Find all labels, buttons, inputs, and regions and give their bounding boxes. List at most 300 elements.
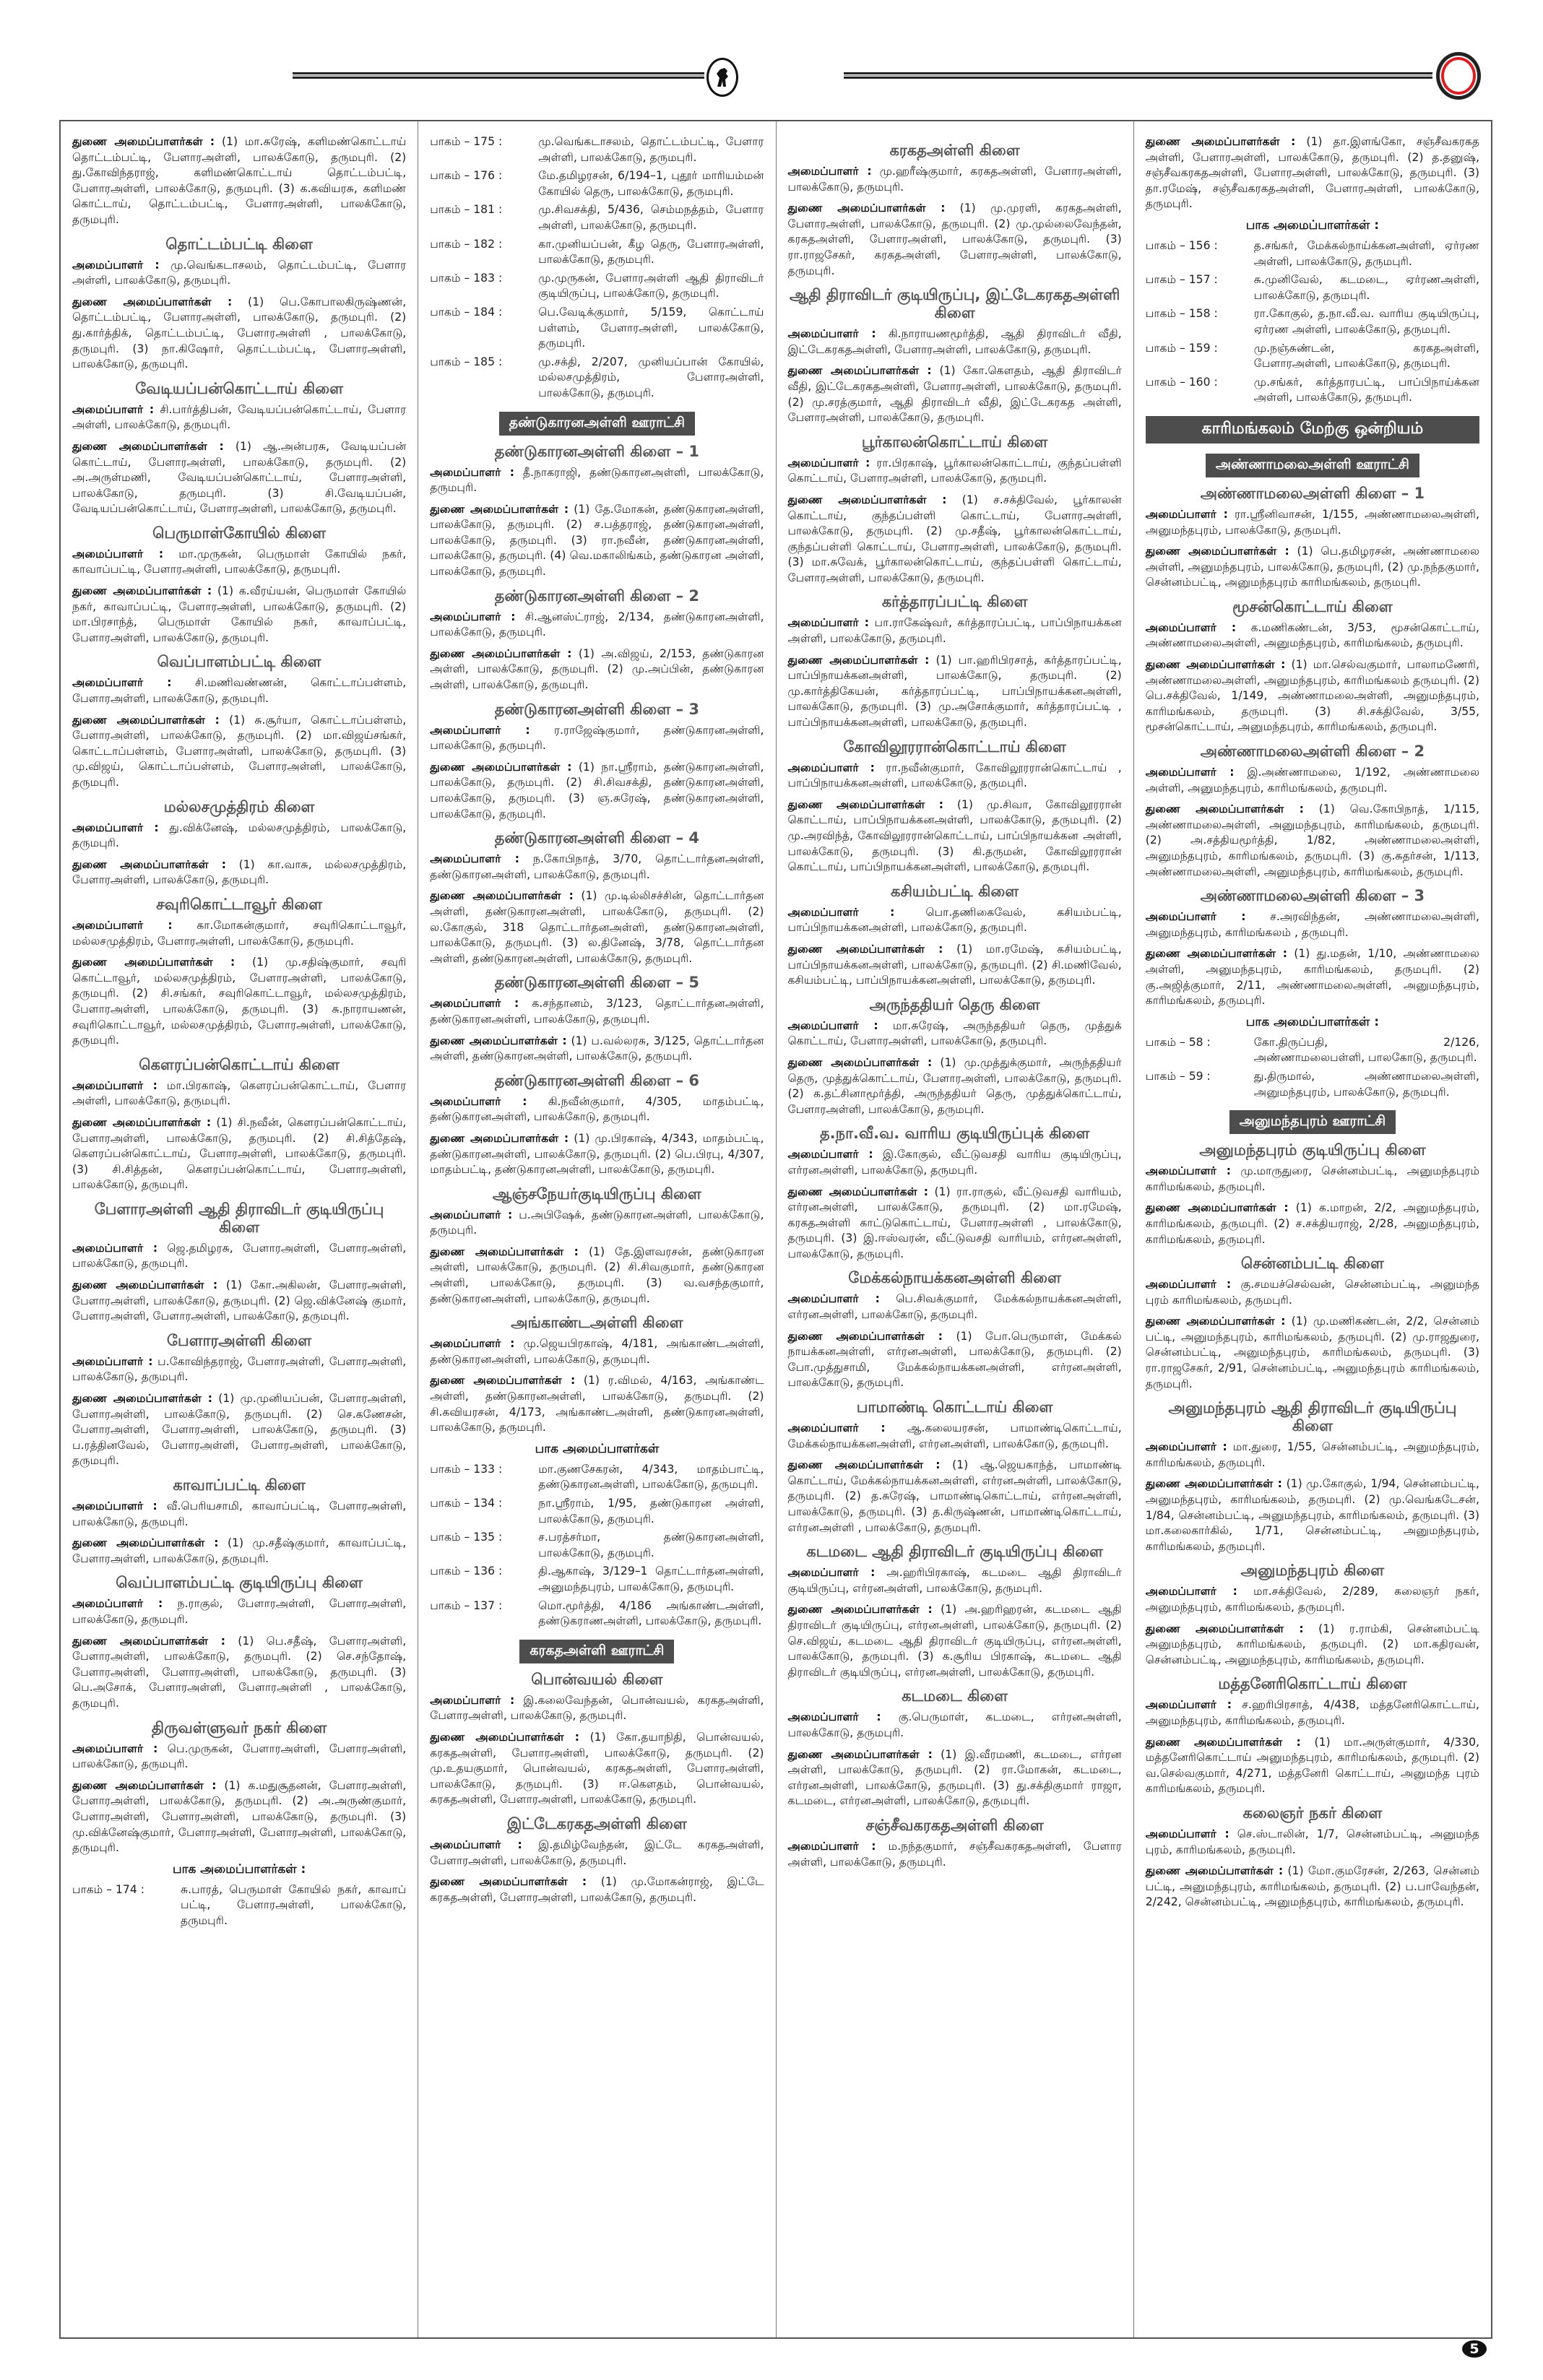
booth-details: மு.வெங்கடாசலம், தொட்டம்பட்டி, பேளார அள்ளி, பாலக்கோடு, தருமபுரி. [538,135,764,164]
booth-label: பாகம் – 159 : [1145,341,1218,355]
role-label: துணை அமைப்பாளர்கள் : [72,1536,219,1550]
red-ring-icon [1436,52,1481,100]
member-details: (1) க.வீரய்யன், பெருமாள் கோயில் நகர், காவாப்பட்டி, பேளாரஅள்ளி, பாலக்கோடு, தருமபுரி. (2) மா.பிரசாந்த், பெருமாள் கோயில் நகர், காவாப்பட்டி, பேளாரஅள்ளி, பாலக்கோடு, தருமபுரி. [72,584,407,644]
booth-label: பாகம் – 176 : [430,169,503,183]
branch-heading: கலைஞர் நகர் கிளை [1242,1804,1383,1822]
member-paragraph [788,326,1122,358]
member-paragraph [788,1747,1122,1809]
booth-label: பாகம் – 183 : [430,271,503,285]
member-paragraph [788,653,1122,731]
member-paragraph [430,1336,764,1367]
member-details: ரா.பிரகாஷ், பூர்காலன்கொட்டாய், குந்தப்பள்ளி கொட்டாய், பேளாரஅள்ளி, பாலக்கோடு, தருமபுரி. [787,456,1122,485]
member-paragraph [72,675,406,706]
member-paragraph [430,1730,764,1808]
role-label: அமைப்பாளர் : [72,1078,157,1092]
member-details: (1) து.மதன், 1/10, அண்ணாமலை அள்ளி, அனுமந்தபுரம், காரிமங்கலம், தருமபுரி. (2) கு.அஜித்குமார், 2/11, அண்ணாமலைஅள்ளி, அனுமந்தபுரம், காரிமங்கலம், தருமபுரி. [1145,947,1479,1008]
member-details: (1) மு.சிவா, கோவிலூரரான் கொட்டாய், பாப்பிநாயக்கனஅள்ளி, பாலக்கோடு, தருமபுரி. (2) மு.அரவிந்த், கோவிலூரரான்கொட்டாய், பாப்பிநாயக்கன அள்ளி, பாலக்கோடு, தருமபுரி. (3) கி.தருமன், கோவிலூரரான் கொட்டாய், பாப்பிநாயக்கனஅள்ளி, பாலக்கோடு, தருமபுரி. [787,797,1122,874]
member-details: பெ.முருகன், பேளாரஅள்ளி, பேளாரஅள்ளி, பாலக்கோடு, தருமபுரி. [72,1741,407,1771]
member-paragraph [788,1185,1122,1263]
role-label: அமைப்பாளர் : [430,1693,515,1707]
booth-details: மு.சிவசக்தி, 5/436, செம்மநத்தம், பேளார அள்ளி, பாலக்கோடு, தருமபுரி. [538,203,764,232]
role-label: அமைப்பாளர் : [72,1354,153,1368]
role-label: துணை அமைப்பாளர்கள் : [787,1185,928,1198]
header-rule-left [293,72,704,79]
member-paragraph [72,402,406,433]
member-details: (1) மு.மோகன்ராஜ், இட்டே கரகதஅள்ளி, பேளாரஅள்ளி, பாலக்கோடு, தருமபுரி. [430,1875,764,1904]
panchayat-banner [430,1640,764,1663]
booth-label: பாகம் – 59 : [1145,1069,1211,1083]
role-label: அமைப்பாளர் : [72,676,172,690]
member-paragraph [788,615,1122,646]
section-subheading: பாக அமைப்பாளர்கள் : [172,1861,306,1877]
member-details: மு.ஹரீஷ்குமார், கரகதஅள்ளி, பேளாரஅள்ளி, பாலக்கோடு, தருமபுரி. [787,165,1122,194]
booth-details: கா.முனியப்பன், கீழ தெரு, பேளாரஅள்ளி, பாலக்கோடு, தருமபுரி. [538,237,764,267]
booth-row [430,1598,764,1630]
member-details: (1) மா.சுரேஷ், களிமண்கொட்டாய் தொட்டம்பட்டி, பேளாரஅள்ளி, பாலக்கோடு, தருமபுரி. (2) து.கோவிந்தராஜ், களிமண்கொட்டாய் தொட்டம்பட்டி, பேளாரஅள்ளி, பாலக்கோடு, தருமபுரி. (3) க.கவியரசு, களிமண் கொட்டாய், தொட்டம்பட்டி, பேளாரஅள்ளி, பாலக்கோடு, தருமபுரி. [72,135,407,226]
member-paragraph [430,723,764,754]
role-label: அமைப்பாளர் : [72,1500,157,1513]
branch-heading: கோவிலூரரான்கொட்டாய் கிளை [843,737,1066,756]
column-4 [1133,121,1491,2337]
booth-label: பாகம் – 135 : [430,1531,503,1544]
booth-row [1146,375,1479,406]
member-details: (1) மு.முரளி, கரகதஅள்ளி, பேளாரஅள்ளி, பாலக்கோடு, தருமபுரி. (2) மு.முல்லைவேந்தன், கரகதஅள்ளி, பேளாரஅள்ளி, பாலக்கோடு, தருமபுரி. (3) ரா.ராஜசேகர், கரகதஅள்ளி, பேளாரஅள்ளி, பாலக்கோடு, தருமபுரி. [787,202,1122,277]
branch-heading: தண்டுகாரனஅள்ளி கிளை – 2 [494,587,700,605]
branch-heading: அண்ணாமலைஅள்ளி கிளை – 1 [1200,484,1425,502]
member-paragraph [72,1241,406,1272]
member-paragraph [1146,1584,1479,1615]
member-details: ஜெ.தமிழரசு, பேளாரஅள்ளி, பேளாரஅள்ளி, பாலக்கோடு, தருமபுரி. [72,1241,407,1271]
booth-details: ரா.கோகுல், த.நா.வீ.வ. வாரிய குடியிருப்பு, ஏர்ரண அள்ளி, பாலக்கோடு, தருமபுரி. [1253,307,1479,336]
member-paragraph [72,713,406,791]
member-details: சி.ஆனஸ்ட்ராஜ், 2/134, தண்டுகாரனஅள்ளி, பாலக்கோடு, தருமபுரி. [430,610,764,639]
member-paragraph [430,465,764,496]
role-label: துணை அமைப்பாளர்கள் : [1145,1315,1286,1328]
member-details: பெ.சிவக்குமார், மேக்கல்நாயக்கனஅள்ளி, எர்ரனஅள்ளி, பாலக்கோடு, தருமபுரி. [787,1292,1122,1322]
branch-heading: த.நா.வீ.வ. வாரிய குடியிருப்புக் கிளை [819,1125,1090,1143]
role-label: துணை அமைப்பாளர்கள் : [72,1392,213,1406]
member-paragraph [72,547,406,578]
role-label: அமைப்பாளர் : [430,997,519,1011]
section-subheading: பாக அமைப்பாளர்கள் : [1245,1014,1380,1029]
member-paragraph [1146,657,1479,735]
role-label: துணை அமைப்பாளர்கள் : [72,439,224,453]
member-paragraph [788,456,1122,487]
booth-label: பாகம் – 185 : [430,355,503,368]
branch-heading: சவுரிகொட்டாவூர் கிளை [156,895,323,913]
booth-details: து.திருமால், அண்ணாமலைஅள்ளி, அனுமந்தபுரம், பாலக்கோடு, தருமபுரி. [1253,1069,1479,1099]
member-paragraph [788,1055,1122,1117]
member-details: (1) தே.இளவரசன், தண்டுகாரன அள்ளி, பாலக்கோடு, தருமபுரி. (2) சி.சிவகுமார், தண்டுகாரன அள்ளி, பாலக்கோடு, தருமபுரி. (3) வ.வசந்தகுமார், தண்டுகாரனஅள்ளி, பாலக்கோடு, தருமபுரி. [430,1245,764,1305]
role-label: துணை அமைப்பாளர்கள் : [787,202,946,215]
role-label: துணை அமைப்பாளர்கள் : [430,760,572,774]
member-details: ரா.ஸ்ரீனிவாசன், 1/155, அண்ணாமலைஅள்ளி, அனுமந்தபுரம், பாலக்கோடு, தருமபுரி. [1145,507,1480,537]
booth-details: ச.பரத்சர்மா, தண்டுகாரனஅள்ளி, பாலக்கோடு, தருமபுரி. [538,1531,764,1559]
branch-heading: அனுமந்தபுரம் ஆதி திராவிடர் குடியிருப்பு கிளை [1168,1399,1457,1435]
role-label: துணை அமைப்பாளர்கள் : [1145,1477,1282,1491]
member-details: (1) மு.முத்துக்குமார், அருந்ததியர் தெரு, முத்துக்கொட்டாய், பேளாரஅள்ளி, பாலக்கோடு, தருமபுரி. (2) க.தட்சினாமூர்த்தி, அருந்ததியர் தெரு, முத்துக்கொட்டாய், பேளாரஅள்ளி, பாலக்கோடு, தருமபுரி. [787,1055,1122,1116]
role-label: துணை அமைப்பாளர்கள் : [1145,135,1296,148]
member-paragraph [72,1741,406,1773]
role-label: அமைப்பாளர் : [72,402,155,416]
branch-heading: கௌரப்பன்கொட்டாய் கிளை [139,1055,340,1073]
member-paragraph [788,1291,1122,1323]
role-label: அமைப்பாளர் : [430,610,516,623]
member-details: (1) ஆ.அன்பரசு, வேடியப்பன் கொட்டாய், பேளாரஅள்ளி, பாலக்கோடு, தருமபுரி. (2) அ.அருள்மணி, வேடியப்பன்கொட்டாய், பேளாரஅள்ளி, பாலக்கோடு, தருமபுரி. (3) சி.வேடியப்பன், வேடியப்பன்கொட்டாய், பேளாரஅள்ளி, பாலக்கோடு, தருமபுரி. [72,439,407,516]
role-label: அமைப்பாளர் : [430,1094,527,1108]
booth-details: கோ.திருப்பதி, 2/126, அண்ணாமலைபள்ளி, பாலகோடு, தருமபுரி. [1253,1035,1479,1065]
role-label: அமைப்பாளர் : [787,761,875,774]
branch-heading: இட்டேகரகதஅள்ளி கிளை [506,1814,687,1832]
branch-heading: அண்ணாமலைஅள்ளி கிளை – 2 [1200,743,1425,761]
booth-label: பாகம் – 136 : [430,1565,503,1578]
member-details: (1) கா.வாசு, மல்லசமுத்திரம், பேளாரஅள்ளி, பாலக்கோடு, தருமபுரி. [72,857,407,887]
member-paragraph [788,797,1122,875]
booth-details: சு.பாரத், பெருமாள் கோயில் நகர், காவாப் பட்டி, பேளாரஅள்ளி, பாலக்கோடு, தருமபுரி. [181,1882,407,1927]
branch-heading: கடமடை ஆதி திராவிடர் குடியிருப்பு கிளை [806,1543,1104,1561]
member-paragraph [72,1634,406,1712]
role-label: அமைப்பாளர் : [787,1148,873,1161]
branch-heading: பேளாரஅள்ளி கிளை [167,1331,312,1349]
member-details: (1) பா.ஹரிபிரசாத், கர்த்தாரப்பட்டி, பாப்பிநாயக்கனஅள்ளி, பாலக்கோடு, தருமபுரி. (2) மு.கார்த்திகேயன், கர்த்தாரப்பட்டி, பாப்பிநாயக்கனஅள்ளி, பாலக்கோடு, தருமபுரி. (3) மு.அசோக்குமார், கர்த்தாரப்பட்டி , பாப்பிநாயக்கனஅள்ளி, பாலக்கோடு, தருமபுரி. [787,653,1122,730]
member-details: (1) தா.இளங்கோ, சஞ்சீவகரகத அள்ளி, பேளாரஅள்ளி, பாலக்கோடு, தருமபுரி. (2) த.தனுஷ், சஞ்சீவகரகதஅள்ளி, பேளாரஅள்ளி, பாலக்கோடு, தருமபுரி. (3) தா.ரமேஷ், சஞ்சீவகரகதஅள்ளி, பேளாரஅள்ளி, பாலக்கோடு, தருமபுரி. [1145,135,1480,211]
member-details: பொ.தணிகைவேல், கசியம்பட்டி, பாப்பிநாயக்கனஅள்ளி, பாலக்கோடு, தருமபுரி. [787,905,1122,935]
member-paragraph [1146,1622,1479,1669]
branch-heading: பொன்வயல் கிளை [531,1670,663,1688]
branch-heading: திருவள்ளுவர் நகர் கிளை [151,1718,327,1736]
role-label: துணை அமைப்பாளர்கள் : [1145,658,1286,672]
banner-text: அண்ணாமலைஅள்ளி ஊராட்சி [1206,454,1419,477]
booth-details: சு.முனிவேல், கடமடை, ஏர்ரணஅள்ளி, பாலக்கோடு, தருமபுரி. [1253,273,1479,302]
role-label: அமைப்பாளர் : [430,1208,513,1221]
member-details: (1) மு.சதீஷ்குமார், காவாப்பட்டி, பேளாரஅள்ளி, பாலக்கோடு, தருமபுரி. [72,1536,407,1565]
member-paragraph [430,1131,764,1178]
member-details: கி.நாராயணமூர்த்தி, ஆதி திராவிடர் வீதி, இட்டேகரகதஅள்ளி, பேளாரஅள்ளி, பாலக்கோடு, தருமபுரி. [787,327,1122,356]
member-details: (1) மா.செல்வகுமார், பாலாமணேரி, அண்ணாமலைஅள்ளி, அனுமந்தபுரம், காரிமங்கலம் தருமபுரி. (2) பெ.சக்திவேல், 1/149, அண்ணாமலைஅள்ளி, அனுமந்தபுரம், காரிமங்கலம், தருமபுரி. (3) சி.சக்திவேல், 3/55, மூசன்கொட்டாய், அனுமந்தபுரம், காரிமங்கலம், தருமபுரி. [1145,658,1479,734]
role-label: துணை அமைப்பாளர்கள் : [72,1634,226,1648]
member-paragraph [1146,507,1479,538]
role-label: அமைப்பாளர் : [430,852,519,866]
member-paragraph [72,1078,406,1109]
role-label: அமைப்பாளர் : [787,1292,880,1306]
role-label: அமைப்பாளர் : [1145,1698,1232,1712]
member-details: கா.மோகன்குமார், சவுரிகொட்டாவூர், மல்லசமுத்திரம், பேளாரஅள்ளி, பாலக்கோடு, தருமபுரி. [72,918,407,948]
member-paragraph [430,888,764,966]
member-details: ப.கோவிந்தராஜ், பேளாரஅள்ளி, பேளாரஅள்ளி, பாலக்கோடு, தருமபுரி. [72,1354,407,1384]
section-subheading: பாக அமைப்பாளர்கள் : [1245,217,1380,233]
member-paragraph [430,1245,764,1307]
member-details: (1) பெ.கோபாலகிருஷ்ணன், தொட்டம்பட்டி, பேளாரஅள்ளி, பாலக்கோடு, தருமபுரி. (2) து.கார்த்திக், தொட்டம்பட்டி, பேளாரஅள்ளி , பாலக்கோடு, தருமபுரி. (3) நா.கிஷோர், தொட்டம்பட்டி, பேளாரஅள்ளி, பாலக்கோடு, தருமபுரி. [72,295,407,371]
member-details: மு.ஜெயபிரகாஷ், 4/181, அங்காண்டஅள்ளி, தண்டுகாரனஅள்ளி, பாலக்கோடு, தருமபுரி. [430,1337,764,1366]
role-label: துணை அமைப்பாளர்கள் : [430,889,574,903]
booth-label: பாகம் – 133 : [430,1462,503,1476]
member-paragraph [788,1147,1122,1178]
member-paragraph [1146,544,1479,591]
role-label: துணை அமைப்பாளர்கள் : [72,584,212,598]
member-details: (1) மு.சதிஷ்குமார், சவுரி கொட்டாவூர், மல்லசமுத்திரம், பேளாரஅள்ளி, பாலக்கோடு, தருமபுரி. (2) சி.சங்கர், சவுரிகொட்டாவூர், மல்லசமுத்திரம், பேளாரஅள்ளி, பாலக்கோடு, தருமபுரி. (3) சு.நாராயணன், சவுரிகொட்டாவூர், மல்லசமுத்திரம், பேளாரஅள்ளி, பாலக்கோடு, தருமபுரி. [72,956,407,1047]
booth-label: பாகம் – 174 : [72,1882,144,1896]
member-paragraph [72,1499,406,1530]
member-details: (1) கோ.தயாநிதி, பொன்வயல், கரகதஅள்ளி, பேளாரஅள்ளி, பாலக்கோடு, தருமபுரி. (2) மு.உதயகுமார், பொன்வயல், கரகதஅள்ளி, பேளாரஅள்ளி, பாலக்கோடு, தருமபுரி. (3) ஈ.கௌதம், பொன்வயல், கரகதஅள்ளி, பேளாரஅள்ளி, பாலக்கோடு, தருமபுரி. [430,1730,764,1806]
branch-heading: வெப்பாளம்பட்டி குடியிருப்பு கிளை [116,1574,363,1592]
branch-heading: வேடியப்பன்கொட்டாய் கிளை [135,379,344,397]
booth-details: த.சங்கர், மேக்கல்நாய்க்கனஅள்ளி, ஏர்ரண அள்ளி, பாலக்கோடு, தருமபுரி. [1253,238,1479,268]
booth-row [72,1882,406,1929]
booth-label: பாகம் – 157 : [1145,273,1218,287]
booth-details: மு.சங்கர், கர்த்தாரபட்டி, பாப்பிநாய்க்கன அள்ளி, பாலக்கோடு, தருமபுரி. [1253,375,1479,404]
member-paragraph [430,1208,764,1239]
member-paragraph [788,1018,1122,1050]
member-details: மா.துரை, 1/55, சென்னம்பட்டி, அனுமந்தபுரம், காரிமங்கலம், தருமபுரி. [1145,1440,1479,1469]
member-details: செ.ஸ்டாலின், 1/7, சென்னம்பட்டி, அனுமந்த புரம், காரிமங்கலம், தருமபுரி. [1145,1827,1479,1856]
role-label: துணை அமைப்பாளர்கள் : [430,502,569,516]
booth-row [430,305,764,352]
member-paragraph [72,295,406,373]
booth-label: பாகம் – 181 : [430,203,503,217]
member-details: அ.ஹரிபிரகாஷ், கடமடை ஆதி திராவிடர் குடியிருப்பு, எர்ரனஅள்ளி, பாலக்கோடு, தருமபுரி. [787,1566,1122,1595]
member-paragraph [1146,134,1479,212]
member-details: (1) ப.வல்லரசு, 3/125, தொட்டார்தன அள்ளி, தண்டுகாரனஅள்ளி, பாலக்கோடு, தருமபுரி. [430,1034,764,1063]
branch-heading: மூசன்கொட்டாய் கிளை [1232,597,1393,615]
role-label: துணை அமைப்பாளர்கள் : [72,1115,212,1129]
member-details: கி.நவீன்குமார், 4/305, மாதம்பட்டி, தண்டுகாரனஅள்ளி, பாலக்கோடு, தருமபுரி. [430,1094,764,1124]
booth-details: மு.முருகன், பேளாரஅள்ளி ஆதி திராவிடர் குடியிருப்பு, பாலக்கோடு, தருமபுரி. [538,271,764,300]
role-label: அமைப்பாளர் : [787,616,869,630]
member-paragraph [430,1373,764,1435]
member-paragraph [430,646,764,693]
member-details: ப.அபிஷேக், தண்டுகாரனஅள்ளி, பாலக்கோடு, தருமபுரி. [430,1208,764,1237]
booth-details: தி.ஆகாஷ், 3/129–1 தொட்டார்தனஅள்ளி, அனுமந்தபுரம், பாலக்கோடு, தருமபுரி. [538,1565,764,1593]
role-label: துணை அமைப்பாளர்கள் : [787,942,943,956]
member-paragraph [72,584,406,646]
role-label: அமைப்பாளர் : [787,456,870,469]
role-label: அமைப்பாளர் : [1145,766,1235,779]
branch-heading: மத்தனேரிகொட்டாய் கிளை [1218,1675,1407,1693]
role-label: அமைப்பாளர் : [1145,507,1228,521]
section-subheading: பாக அமைப்பாளர்கள் [535,1441,660,1456]
member-details: ரா.நவீன்குமார், கோவிலூரரான்கொட்டாய் , பாப்பிநாயக்கனஅள்ளி, பாலக்கோடு, தருமபுரி. [787,761,1122,790]
member-paragraph [72,1778,406,1856]
booth-label: பாகம் – 175 : [430,135,503,148]
role-label: அமைப்பாளர் : [72,821,159,834]
member-details: ந.கோபிநாத், 3/70, தொட்டார்தனஅள்ளி, தண்டுகாரனஅள்ளி, பாலக்கோடு, தருமபுரி. [430,852,764,881]
banner-text: தண்டுகாரனஅள்ளி ஊராட்சி [499,412,695,436]
member-paragraph [430,1838,764,1869]
branch-heading: தண்டுகாரனஅள்ளி கிளை – 5 [494,974,700,992]
booth-label: பாகம் – 134 : [430,1497,503,1510]
member-details: (1) ர.ராம்கி, சென்னம்பட்டி அனுமந்தபுரம், காரிமங்கலம், தருமபுரி. (2) மா.கதிரவன், சென்னம்பட்டி, அனுமந்தபுரம், காரிமங்கலம், தருமபுரி. [1145,1622,1480,1666]
branch-heading: கரகதஅள்ளி கிளை [889,142,1020,159]
member-details: இ.கலைவேந்தன், பொன்வயல், கரகதஅள்ளி, பேளாரஅள்ளி, பாலக்கோடு, தருமபுரி. [430,1693,764,1723]
member-paragraph [72,1596,406,1627]
role-label: அமைப்பாளர் : [1145,1440,1227,1454]
member-paragraph [72,821,406,852]
role-label: அமைப்பாளர் : [787,165,872,178]
member-details: (1) க.மாறன், 2/2, அனுமந்தபுரம், காரிமங்கலம், தருமபுரி. (2) ச.சக்தியராஜ், 2/28, அனுமந்தபுரம், காரிமங்கலம், தருமபுரி. [1145,1201,1480,1246]
branch-heading: சென்னம்பட்டி கிளை [1240,1255,1384,1273]
member-paragraph [430,852,764,883]
role-label: துணை அமைப்பாளர்கள் : [72,1278,218,1292]
role-label: துணை அமைப்பாளர்கள் : [787,1458,941,1472]
member-details: (1) மு.டில்லிசச்சின், தொட்டார்தன அள்ளி, தண்டுகாரனஅள்ளி, பாலக்கோடு, தருமபுரி. (2) ல.கோகுல், 318 தொட்டார்தனஅள்ளி, தண்டுகாரனஅள்ளி, பாலக்கோடு, தருமபுரி. (3) ல.தினேஷ், 3/78, தொட்டார்தன அள்ளி, தண்டுகாரனஅள்ளி, பாலக்கோடு, தருமபுரி. [430,889,764,965]
union-banner [1146,416,1479,443]
member-paragraph [1146,1314,1479,1392]
booth-row [430,1564,764,1595]
booth-row [1146,1035,1479,1066]
role-label: துணை அமைப்பாளர்கள் : [72,857,226,871]
member-paragraph [430,1874,764,1905]
branch-heading: வெப்பாளம்பட்டி கிளை [157,653,321,671]
booth-row [430,271,764,302]
member-details: ச.ஹரிபிரசாத், 4/438, மத்தனேரிகொட்டாய், அனுமந்தபுரம், காரிமங்கலம், தருமபுரி. [1145,1698,1480,1727]
booth-label: பாகம் – 137 : [430,1598,503,1612]
booth-details: மொ.மூர்த்தி, 4/186 அங்காண்டஅள்ளி, தண்டுகராணஅள்ளி, பாலக்கோடு, தருமபுரி. [538,1598,764,1628]
header-rule-right [844,72,1432,79]
role-label: துணை அமைப்பாளர்கள் : [72,135,215,148]
role-label: துணை அமைப்பாளர்கள் : [430,1034,567,1047]
member-paragraph [430,502,764,580]
member-details: (1) ஆ.ஜெயகாந்த், பாமாண்டி கொட்டாய், மேக்கல்நாயக்கனஅள்ளி, எர்ரனஅள்ளி, பாலக்கோடு, தருமபுரி. (2) த.சுரேஷ், பாமாண்டிகொட்டாய், எர்ரனஅள்ளி, பாலக்கோடு, தருமபுரி. (3) த.கிருஷ்ணன், பாமாண்டிகொட்டாய், எர்ரனஅள்ளி , பாலக்கோடு, தருமபுரி. [787,1458,1122,1534]
member-details: க.சந்தானம், 3/123, தொட்டார்தனஅள்ளி, தண்டுகாரனஅள்ளி, பாலக்கோடு, தருமபுரி. [430,997,764,1026]
branch-heading: கடமடை கிளை [902,1687,1008,1705]
member-paragraph [430,1094,764,1125]
member-details: (1) க.மதுசூதனன், பேளாரஅள்ளி, பேளாரஅள்ளி, பாலக்கோடு, தருமபுரி. (2) அ.அருண்குமார், பேளாரஅள்ளி, பேளாரஅள்ளி, பாலக்கோடு, தருமபுரி. (3) மு.விக்னேஷ்குமார், பேளாரஅள்ளி, பேளாரஅள்ளி, பாலக்கோடு, தருமபுரி. [72,1778,407,1855]
booth-row [430,1462,764,1493]
branch-heading: தண்டுகாரனஅள்ளி கிளை – 3 [494,700,700,718]
member-paragraph [430,1034,764,1065]
member-details: (1) ர.விமல், 4/163, அங்காண்ட அள்ளி, தண்டுகாரனஅள்ளி, பாலக்கோடு, தருமபுரி. (2) சி.கவியரசன், 4/173, அங்காண்டஅள்ளி, தண்டுகாரனஅள்ளி, பாலக்கோடு, தருமபுரி. [430,1374,764,1435]
member-details: கு.பெருமாள், கடமடை, எர்ரனஅள்ளி, பாலக்கோடு, தருமபுரி. [787,1710,1122,1739]
member-details: (1) கோ.அகிலன், பேளாரஅள்ளி, பேளாரஅள்ளி, பாலக்கோடு, தருமபுரி. (2) ஜெ.விக்னேஷ் குமார், பேளாரஅள்ளி, பேளாரஅள்ளி, பாலக்கோடு, தருமபுரி. [72,1278,407,1323]
role-label: துணை அமைப்பாளர்கள் : [430,1875,587,1889]
member-details: (1) நா.ஸ்ரீராம், தண்டுகாரனஅள்ளி, பாலக்கோடு, தருமபுரி. (2) சி.சிவசக்தி, தண்டுகாரனஅள்ளி, பாலக்கோடு, தருமபுரி. (3) ஞ.சுரேஷ், தண்டுகாரனஅள்ளி, பாலக்கோடு, தருமபுரி. [430,760,764,821]
booth-details: நா.ஸ்ரீராம், 1/95, தண்டுகாரன அள்ளி, பாலக்கோடு, தருமபுரி. [538,1497,764,1526]
role-label: துணை அமைப்பாளர்கள் : [1145,802,1304,816]
booth-row [430,134,764,165]
role-label: அமைப்பாளர் : [787,905,895,919]
booth-row [430,355,764,402]
member-details: க.மணிகண்டன், 3/53, மூசன்கொட்டாய், அண்ணாமலைஅள்ளி, அனுமந்தபுரம், காரிமங்கலம், தருமபுரி. [1145,620,1480,650]
member-paragraph [1146,802,1479,880]
role-label: துணை அமைப்பாளர்கள் : [72,295,233,308]
member-paragraph [1146,620,1479,652]
member-details: (1) மோ.குமரேசன், 2/263, சென்னம் பட்டி, அனுமந்தபுரம், காரிமங்கலம், தருமபுரி. (2) ப.பாவேந்தன், 2/242, சென்னம்பட்டி, அனுமந்தபுரம், காரிமங்கலம், தருமபுரி. [1145,1864,1479,1909]
role-label: அமைப்பாளர் : [787,1839,876,1853]
booth-row [430,1530,764,1561]
member-paragraph [788,363,1122,425]
role-label: துணை அமைப்பாளர்கள் : [787,1747,933,1761]
member-details: (1) மா.அருள்குமார், 4/330, மத்தனேரிகொட்டாய் அனுமந்தபுரம், காரிமங்கலம், தருமபுரி. (2) வ.செல்வகுமார், 4/271, மத்தனேரி கொட்டாய், அனுமந்த புரம் காரிமங்கலம், தருமபுரி. [1145,1735,1479,1796]
member-details: (1) மு.பிரகாஷ், 4/343, மாதம்பட்டி, தண்டுகாரனஅள்ளி, பாலக்கோடு, தருமபுரி. (2) பெ.பிரபு, 4/307, மாதம்பட்டி, தண்டுகாரனஅள்ளி, பாலக்கோடு, தருமபுரி. [430,1131,764,1177]
booth-details: மே.தமிழரசன், 6/194–1, புதூர் மாரியம்மன் கோயில் தெரு, பாலக்கோடு, தருமபுரி. [538,169,764,198]
role-label: அமைப்பாளர் : [1145,1827,1229,1840]
member-details: (1) பெ.தமிழரசன், அண்ணாமலை அள்ளி, அனுமந்தபுரம், பாலக்கோடு, தருமபுரி, (2) மு.நந்தகுமார், சென்னம்பட்டி, அனுமந்தபுரம் காரிமங்கலம், தருமபுரி. [1145,545,1479,589]
column-1 [61,121,418,2337]
booth-row [430,1496,764,1527]
member-details: சி.மணிவண்ணன், கொட்டாப்பள்ளம், பேளாரஅள்ளி, பாலக்கோடு, தருமபுரி. [72,676,407,706]
role-label: துணை அமைப்பாளர்கள் : [1145,1622,1304,1635]
branch-heading: தொட்டம்பட்டி கிளை [165,235,313,253]
role-label: துணை அமைப்பாளர்கள் : [1145,947,1287,961]
role-label: துணை அமைப்பாளர்கள் : [1145,545,1289,558]
member-paragraph [1146,1864,1479,1911]
member-paragraph [1146,1476,1479,1554]
member-paragraph [72,439,406,517]
branch-heading: மேக்கல்நாயக்கனஅள்ளி கிளை [848,1269,1061,1287]
member-details: (1) ச.சக்திவேல், பூர்காலன் கொட்டாய், குந்தப்பள்ளி கொட்டாய், பேளாரஅள்ளி, பாலக்கோடு, தருமபுரி. (2) மு.சதீஷ், பூர்காலன்கொட்டாய், குந்தப்பள்ளி கொட்டாய், பேளாரஅள்ளி, பாலக்கோடு, தருமபுரி. (3) மா.சுவேக், பூர்காலன்கொட்டாய், குந்தப்பள்ளி கொட்டாய், பேளாரஅள்ளி, பாலக்கோடு, தருமபுரி. [787,493,1122,584]
booth-row [1146,238,1479,269]
booth-label: பாகம் – 158 : [1145,307,1218,321]
member-details: மா.முருகன், பெருமாள் கோயில் நகர், காவாப்பட்டி, பேளாரஅள்ளி, பாலக்கோடு, தருமபுரி. [72,547,407,576]
banner-text: காரிமங்கலம் மேற்கு ஒன்றியம் [1146,416,1479,443]
member-paragraph [788,1839,1122,1870]
branch-heading: தண்டுகாரனஅள்ளி கிளை – 1 [494,442,700,460]
role-label: துணை அமைப்பாளர்கள் : [72,1778,217,1792]
panchayat-banner [1146,1110,1479,1134]
member-paragraph [72,918,406,949]
member-paragraph [1146,1827,1479,1858]
column-2 [418,121,775,2337]
member-paragraph [430,610,764,641]
role-label: அமைப்பாளர் : [1145,1585,1237,1598]
booth-label: பாகம் – 160 : [1145,375,1218,389]
member-paragraph [1146,1277,1479,1308]
booth-row [1146,1069,1479,1100]
role-label: அமைப்பாளர் : [787,327,876,341]
role-label: அமைப்பாளர் : [72,918,173,932]
member-paragraph [788,1421,1122,1452]
role-label: அமைப்பாளர் : [1145,620,1237,634]
role-label: அமைப்பாளர் : [72,1241,158,1255]
page-frame [59,120,1492,2339]
member-details: இ.கோகுல், வீட்டுவசதி வாரிய குடியிருப்பு, எர்ரனஅள்ளி, பாலக்கோடு, தருமபுரி. [787,1148,1122,1177]
member-details: (1) மு.மணிகண்டன், 2/2, சென்னம் பட்டி, அனுமந்தபுரம், காரிமங்கலம், தருமபுரி. (2) மு.ராஜதுரை, சென்னம்பட்டி, அனுமந்தபுரம், காரிமங்கலம், தருமபுரி. (3) ரா.ராஜசேகர், 2/91, சென்னம்பட்டி, அனுமந்தபுரம் காரிமங்கலம், தருமபுரி. [1145,1315,1479,1390]
role-label: துணை அமைப்பாளர்கள் : [1145,1201,1289,1215]
role-label: அமைப்பாளர் : [430,1337,515,1351]
member-details: (1) மு.கோகுல், 1/94, சென்னம்பட்டி, அனுமந்தபுரம், காரிமங்கலம், தருமபுரி. (2) மு.வெங்கடேசன், 1/84, சென்னம்பட்டி, அனுமந்தபுரம், காரிமங்கலம், தருமபுரி. (3) மா.கலைகார்கில், 1/71, சென்னம்பட்டி, அனுமந்தபுரம், காரிமங்கலம், தருமபுரி. [1145,1477,1480,1553]
member-details: மா.சுரேஷ், அருந்ததியர் தெரு, முத்துக் கொட்டாய், பேளாரஅள்ளி, பாலக்கோடு, தருமபுரி. [787,1018,1122,1048]
member-paragraph [1146,909,1479,940]
member-paragraph [788,1458,1122,1536]
role-label: அமைப்பாளர் : [787,1710,881,1724]
role-label: துணை அமைப்பாளர்கள் : [787,797,943,811]
member-details: (1) அ.விஜய், 2/153, தண்டுகாரன அள்ளி, பாலக்கோடு, தருமபுரி. (2) மு.அப்பின், தண்டுகாரன அள்ளி, பாலக்கோடு, தருமபுரி. [430,646,764,692]
member-details: ர.ராஜேஷ்குமார், தண்டுகாரனஅள்ளி, பாலக்கோடு, தருமபுரி. [430,723,764,753]
role-label: துணை அமைப்பாளர்கள் : [72,956,235,969]
role-label: அமைப்பாளர் : [1145,1164,1231,1178]
role-label: அமைப்பாளர் : [787,1018,878,1032]
role-label: துணை அமைப்பாளர்கள் : [430,646,572,660]
role-label: துணை அமைப்பாளர்கள் : [430,1374,576,1388]
member-details: சி.பார்த்திபன், வேடியப்பன்கொட்டாய், பேளார அள்ளி, பாலக்கோடு, தருமபுரி. [72,402,407,432]
member-details: மு.மாருதுரை, சென்னம்பட்டி, அனுமந்தபுரம் காரிமங்கலம், தருமபுரி. [1145,1164,1479,1193]
member-paragraph [788,1565,1122,1596]
member-paragraph [1146,1735,1479,1797]
member-paragraph [430,1693,764,1724]
member-details: (1) கோ.கௌதம், ஆதி திராவிடர் வீதி, இட்டேகரகதஅள்ளி, பேளாரஅள்ளி, பாலக்கோடு, தருமபுரி. (2) மு.சரத்குமார், ஆதி திராவிடர் வீதி, இட்டேகரகத அள்ளி, பேளாரஅள்ளி, பாலக்கோடு, தருமபுரி. [787,364,1122,425]
member-details: ம.நந்தகுமார், சஞ்சீவகரகதஅள்ளி, பேளார அள்ளி, பாலக்கோடு, தருமபுரி. [787,1839,1122,1869]
branch-heading: பாமாண்டி கொட்டாய் கிளை [856,1398,1053,1416]
role-label: அமைப்பாளர் : [72,547,164,561]
member-details: வீ.பெரியசாமி, காவாப்பட்டி, பேளாரஅள்ளி, பாலக்கோடு, தருமபுரி. [72,1500,407,1528]
member-paragraph [72,1536,406,1567]
member-paragraph [72,258,406,289]
booth-details: பெ.வேடிக்குமார், 5/159, கொட்டாய் பள்ளம், பேளாரஅள்ளி, பாலக்கோடு, தருமபுரி. [538,305,764,350]
branch-heading: கர்த்தாரப்பட்டி கிளை [881,593,1028,611]
member-paragraph [788,1710,1122,1741]
branch-heading: அங்காண்டஅள்ளி கிளை [511,1314,683,1332]
role-label: துணை அமைப்பாளர்கள் : [787,653,930,667]
